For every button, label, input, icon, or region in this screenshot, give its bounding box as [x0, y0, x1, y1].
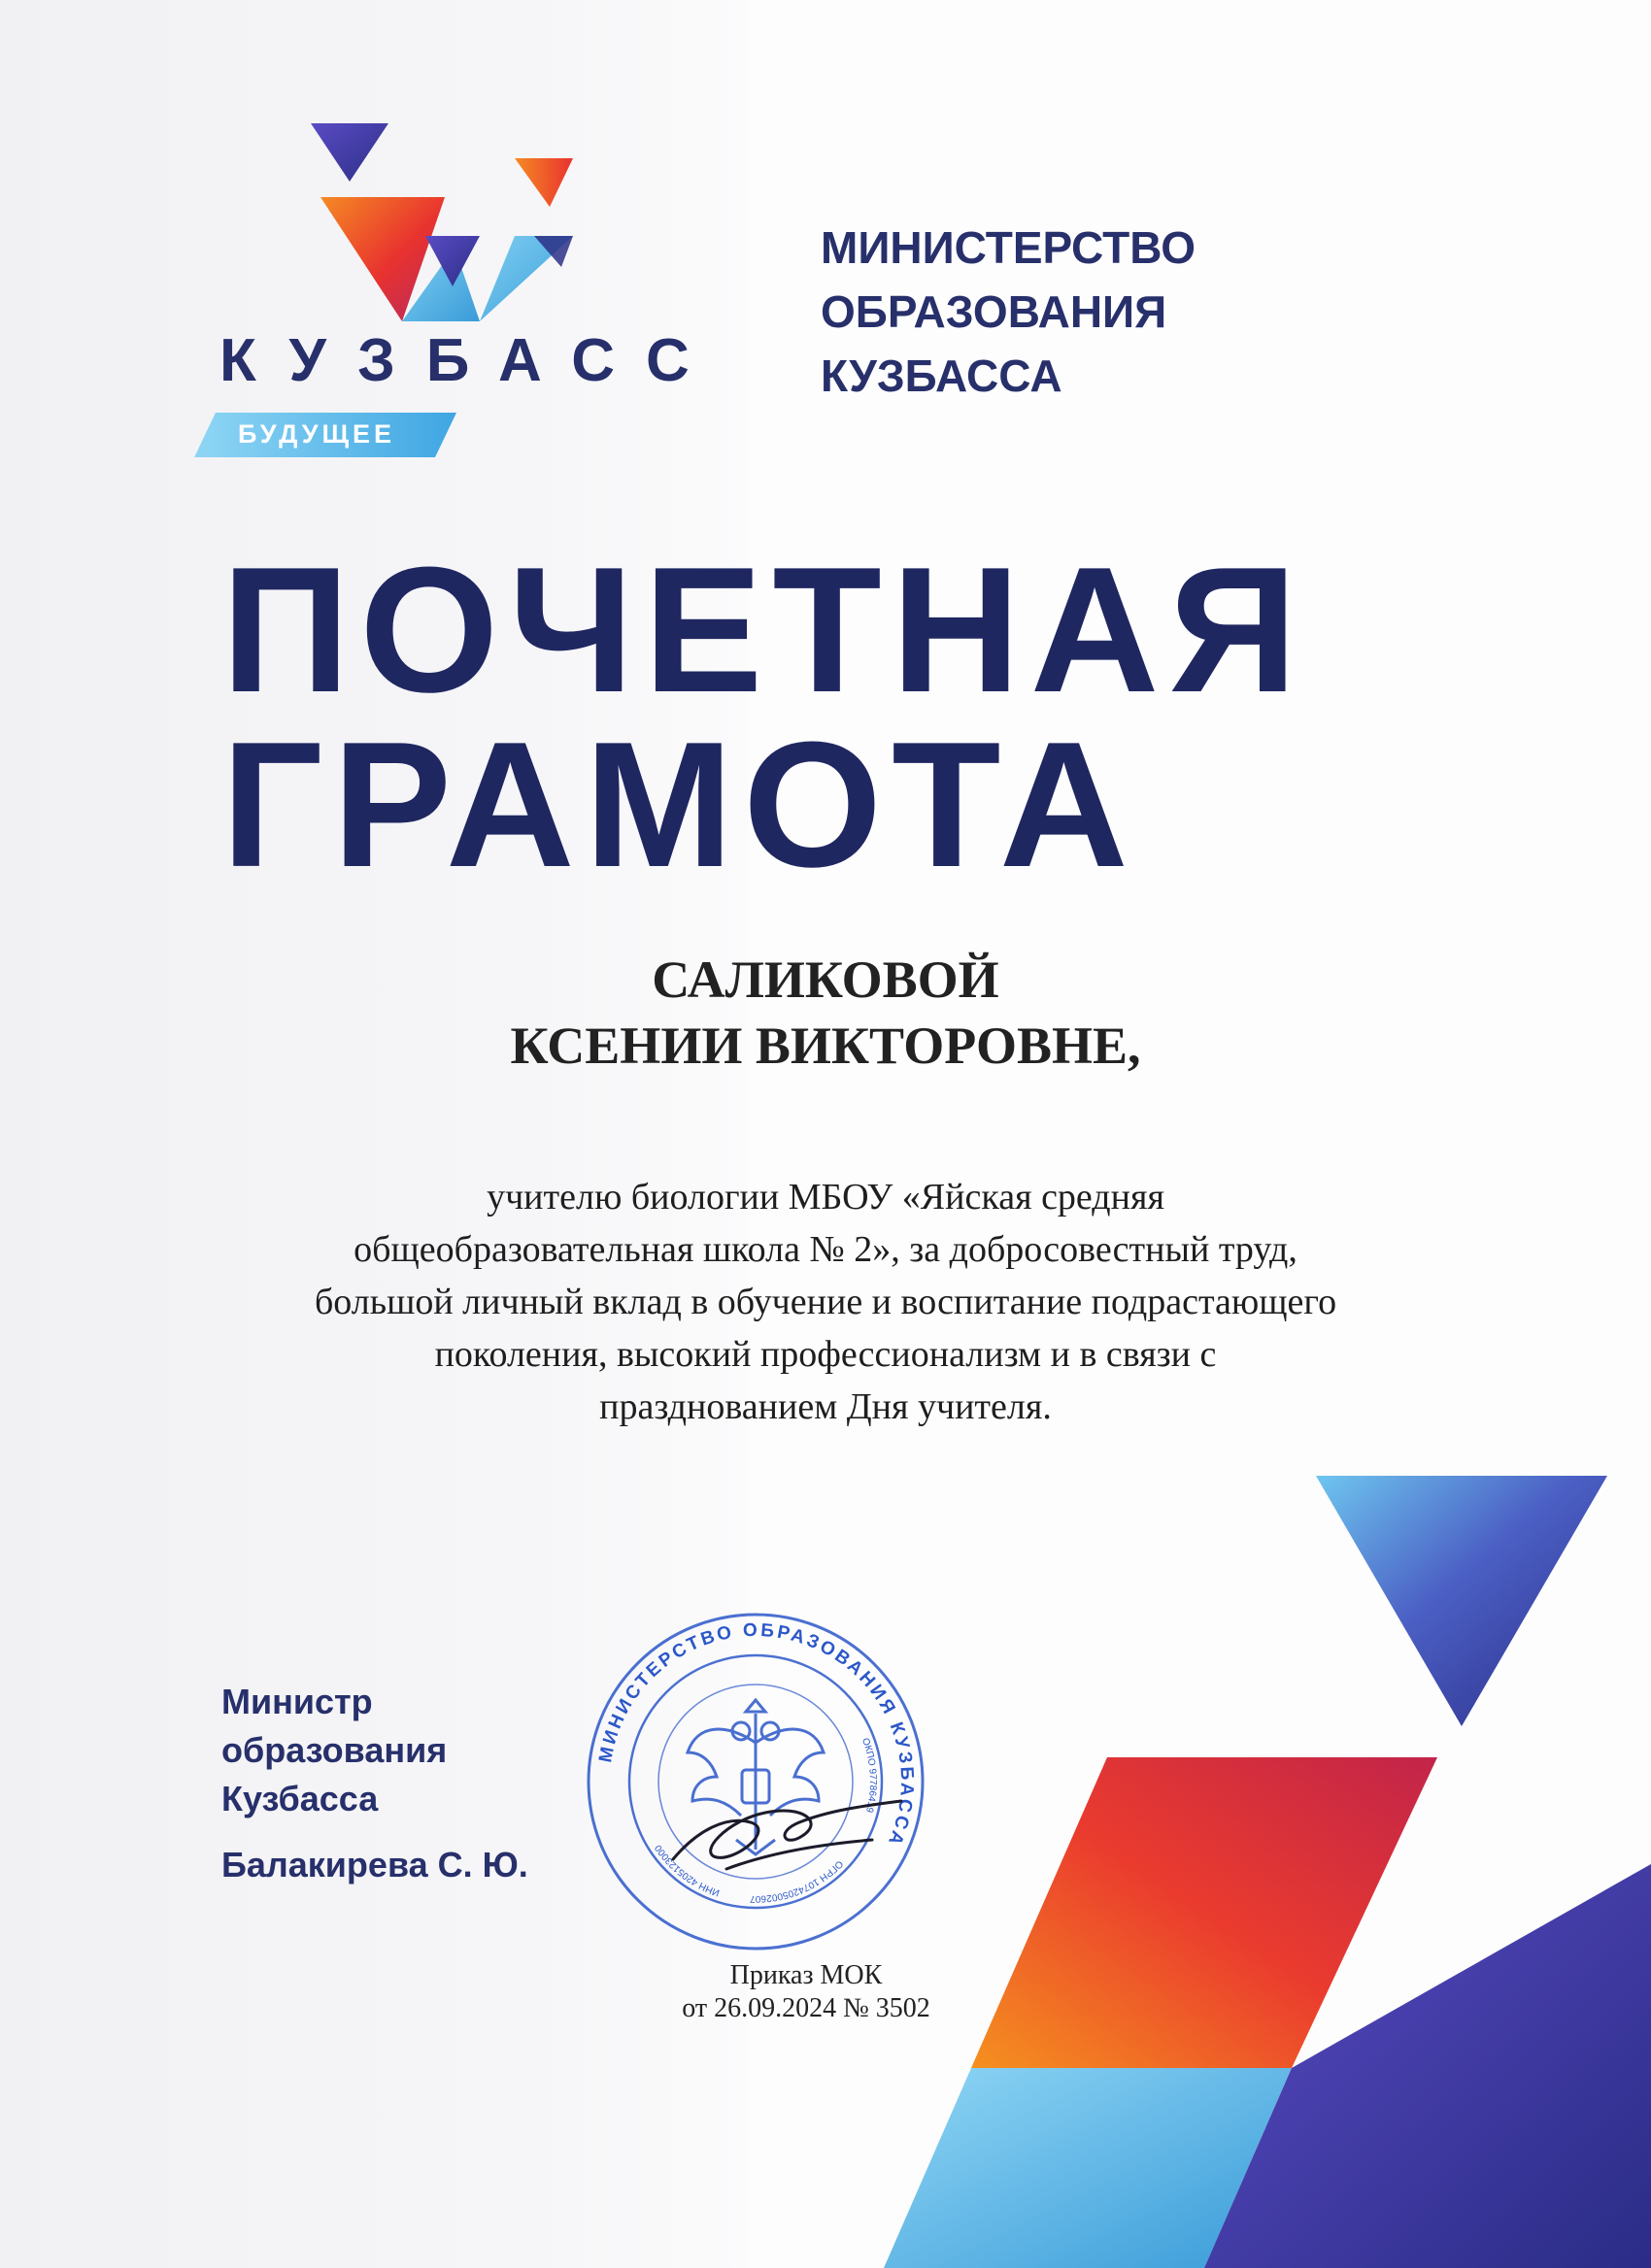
title-line: ГРАМОТА — [221, 704, 1138, 904]
order-line-2: от 26.09.2024 № 3502 — [682, 1993, 930, 2023]
official-seal — [581, 1607, 930, 1956]
reason-line: общеобразовательная школа № 2», за добросовестный труд, — [354, 1229, 1297, 1270]
document-title — [221, 529, 1484, 904]
order-reference — [631, 1959, 981, 2025]
recipient-name — [243, 947, 1408, 1079]
reason-line: поколения, высокий профессионализм и в связи с — [434, 1334, 1217, 1375]
ministry-line: КУЗБАССА — [821, 350, 1062, 401]
seal-inn: ИНН 4205123000 — [653, 1842, 722, 1898]
decorative-band — [884, 1757, 1651, 2268]
order-line-1: Приказ МОК — [729, 1960, 883, 1990]
reason-line: учителю биологии МБОУ «Яйская средняя — [487, 1177, 1164, 1217]
signer-line: образования — [221, 1730, 448, 1770]
decorative-triangle — [1316, 1476, 1607, 1726]
recipient-line: КСЕНИИ ВИКТОРОВНЕ, — [510, 1017, 1141, 1075]
signer-line: Кузбасса — [221, 1779, 379, 1818]
reason-line: большой личный вклад в обучение и воспитание подрастающего — [314, 1282, 1337, 1322]
signer-block — [221, 1678, 629, 1889]
award-reason — [180, 1171, 1471, 1433]
ministry-line: МИНИСТЕРСТВО — [821, 222, 1196, 273]
kuzbass-logo-mark — [309, 121, 573, 327]
signer-line: Министр — [221, 1682, 373, 1721]
reason-line: празднованием Дня учителя. — [599, 1386, 1052, 1427]
title-line: ПОЧЕТНАЯ — [221, 529, 1307, 729]
recipient-line: САЛИКОВОЙ — [652, 951, 999, 1009]
kuzbass-wordmark: КУЗБАСС — [219, 327, 721, 394]
seal-ring-text: МИНИСТЕРСТВО ОБРАЗОВАНИЯ КУЗБАССА — [595, 1619, 918, 1851]
seal-ogrn: ОГРН 1074205002607 — [749, 1857, 845, 1905]
ministry-header — [821, 216, 1267, 408]
seal-okpo: ОКПО 97786419 — [859, 1736, 879, 1814]
signer-name: Балакирева С. Ю. — [221, 1845, 528, 1884]
ministry-line: ОБРАЗОВАНИЯ — [821, 286, 1167, 337]
coat-of-arms-icon — [688, 1700, 824, 1854]
future-ribbon-text: БУДУЩЕЕ — [238, 419, 396, 449]
